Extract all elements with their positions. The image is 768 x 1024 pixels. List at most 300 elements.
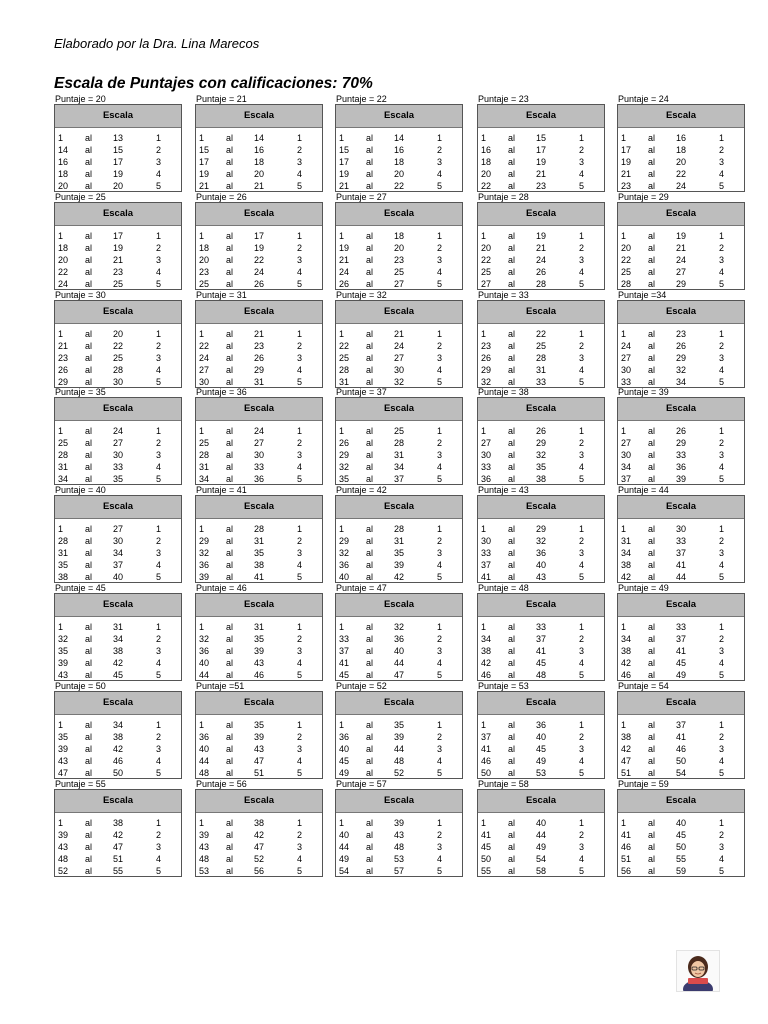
range-connector: al [226,866,234,876]
table-row [478,242,604,254]
range-connector: al [85,646,93,656]
grade-value: 2 [719,438,725,448]
table-row [55,473,181,485]
range-from: 24 [58,279,69,289]
grade-value: 3 [579,842,585,852]
range-connector: al [366,426,374,436]
scale-header: Escala [196,790,322,813]
grade-value: 3 [156,255,162,265]
scale-table [195,691,323,779]
range-from: 36 [339,732,350,742]
table-row [618,547,744,559]
range-to: 41 [536,646,547,656]
range-to: 21 [254,181,265,191]
puntaje-label: Puntaje = 50 [55,681,106,691]
range-from: 1 [58,622,64,632]
range-connector: al [226,536,234,546]
range-to: 45 [536,658,547,668]
range-from: 44 [199,670,210,680]
range-from: 19 [339,243,350,253]
range-connector: al [85,377,93,387]
range-connector: al [226,854,234,864]
range-to: 53 [394,854,405,864]
range-to: 25 [113,279,124,289]
range-to: 20 [254,169,265,179]
table-row [618,571,744,583]
table-row [336,657,462,669]
range-from: 56 [621,866,632,876]
grade-value: 5 [297,377,303,387]
range-connector: al [508,450,516,460]
range-to: 27 [394,353,405,363]
range-to: 19 [254,243,265,253]
table-row [336,168,462,180]
grade-value: 1 [579,622,585,632]
range-to: 42 [394,572,405,582]
range-connector: al [85,818,93,828]
scale-header: Escala [196,301,322,324]
grade-value: 5 [719,670,725,680]
range-connector: al [226,145,234,155]
range-from: 30 [621,365,632,375]
range-from: 35 [58,646,69,656]
range-from: 1 [339,720,345,730]
range-from: 28 [621,279,632,289]
grade-value: 2 [156,536,162,546]
table-row [336,719,462,731]
range-connector: al [226,438,234,448]
table-row [478,266,604,278]
table-row [336,340,462,352]
range-from: 22 [199,341,210,351]
range-to: 24 [676,181,687,191]
range-connector: al [226,572,234,582]
range-from: 27 [481,438,492,448]
grade-value: 5 [719,768,725,778]
range-from: 46 [621,670,632,680]
puntaje-label: Puntaje =51 [196,681,245,691]
range-to: 44 [394,744,405,754]
range-connector: al [508,133,516,143]
grade-value: 4 [579,756,585,766]
range-from: 31 [58,548,69,558]
range-from: 28 [58,450,69,460]
range-connector: al [648,572,656,582]
grade-value: 5 [719,866,725,876]
range-from: 21 [621,169,632,179]
scale-table [335,300,463,388]
scale-header: Escala [478,496,604,519]
table-row [618,731,744,743]
table-row [478,719,604,731]
range-from: 25 [621,267,632,277]
range-to: 33 [113,462,124,472]
range-connector: al [85,329,93,339]
grade-value: 5 [297,474,303,484]
range-connector: al [648,548,656,558]
range-connector: al [226,377,234,387]
range-connector: al [508,377,516,387]
table-row [618,523,744,535]
grade-value: 2 [437,732,443,742]
range-connector: al [226,267,234,277]
range-to: 43 [394,830,405,840]
range-connector: al [366,353,374,363]
grade-value: 5 [156,181,162,191]
range-connector: al [85,524,93,534]
range-from: 31 [199,462,210,472]
grade-value: 1 [297,622,303,632]
table-row [618,144,744,156]
grade-value: 1 [437,622,443,632]
table-row [336,156,462,168]
range-connector: al [85,474,93,484]
range-from: 17 [199,157,210,167]
range-from: 53 [199,866,210,876]
grade-value: 1 [297,329,303,339]
table-row [478,425,604,437]
table-row [196,254,322,266]
range-from: 15 [339,145,350,155]
puntaje-label: Puntaje = 35 [55,387,106,397]
grade-value: 5 [719,377,725,387]
range-to: 36 [536,720,547,730]
range-to: 39 [676,474,687,484]
range-from: 22 [339,341,350,351]
range-to: 33 [676,450,687,460]
grade-value: 4 [156,560,162,570]
range-connector: al [648,329,656,339]
range-from: 21 [58,341,69,351]
grade-value: 5 [156,377,162,387]
scale-header: Escala [196,398,322,421]
range-from: 1 [199,329,205,339]
range-connector: al [226,560,234,570]
table-row [336,731,462,743]
range-from: 1 [481,133,487,143]
grade-value: 1 [156,231,162,241]
range-to: 46 [254,670,265,680]
grade-value: 2 [156,145,162,155]
range-connector: al [508,231,516,241]
scale-table [335,593,463,681]
table-row [196,719,322,731]
range-from: 1 [621,133,627,143]
range-from: 22 [481,255,492,265]
range-from: 1 [621,231,627,241]
puntaje-label: Puntaje = 38 [478,387,529,397]
range-connector: al [226,548,234,558]
range-connector: al [366,133,374,143]
range-from: 1 [621,622,627,632]
range-connector: al [508,181,516,191]
scale-table [477,789,605,877]
range-from: 30 [481,536,492,546]
range-to: 31 [113,622,124,632]
range-from: 1 [621,818,627,828]
table-row [55,132,181,144]
range-connector: al [85,157,93,167]
range-to: 41 [676,560,687,570]
range-from: 28 [58,536,69,546]
grade-value: 3 [579,157,585,167]
grade-value: 3 [579,548,585,558]
range-from: 28 [199,450,210,460]
table-row [478,559,604,571]
range-to: 33 [536,622,547,632]
range-connector: al [366,560,374,570]
table-row [196,731,322,743]
range-to: 18 [394,231,405,241]
range-to: 32 [536,536,547,546]
range-to: 58 [536,866,547,876]
range-from: 1 [481,329,487,339]
table-row [196,266,322,278]
puntaje-label: Puntaje = 46 [196,583,247,593]
range-to: 29 [676,279,687,289]
range-from: 32 [481,377,492,387]
grade-value: 1 [437,426,443,436]
range-to: 26 [536,267,547,277]
range-to: 36 [676,462,687,472]
table-row [336,425,462,437]
range-to: 59 [676,866,687,876]
table-row [478,645,604,657]
table-row [618,669,744,681]
table-row [618,340,744,352]
puntaje-label: Puntaje = 21 [196,94,247,104]
table-row [55,242,181,254]
range-from: 1 [339,329,345,339]
puntaje-label: Puntaje = 30 [55,290,106,300]
puntaje-label: Puntaje = 57 [336,779,387,789]
scale-table [335,691,463,779]
table-row [55,669,181,681]
range-connector: al [366,732,374,742]
range-from: 26 [481,353,492,363]
range-connector: al [648,854,656,864]
table-row [55,657,181,669]
table-row [336,132,462,144]
table-row [55,841,181,853]
scale-table [477,691,605,779]
range-from: 42 [621,658,632,668]
range-from: 45 [339,670,350,680]
range-connector: al [366,658,374,668]
range-from: 37 [621,474,632,484]
range-to: 34 [113,548,124,558]
table-row [55,731,181,743]
range-from: 1 [621,524,627,534]
range-from: 46 [481,756,492,766]
grade-value: 2 [297,438,303,448]
range-connector: al [85,768,93,778]
grade-value: 1 [297,231,303,241]
grade-value: 5 [156,572,162,582]
puntaje-label: Puntaje = 32 [336,290,387,300]
table-row [478,168,604,180]
range-connector: al [648,255,656,265]
puntaje-label: Puntaje = 41 [196,485,247,495]
table-row [55,437,181,449]
grade-value: 4 [579,854,585,864]
range-connector: al [366,365,374,375]
teacher-avatar-icon [676,950,720,992]
range-from: 31 [339,377,350,387]
scale-header: Escala [478,692,604,715]
range-connector: al [648,462,656,472]
grade-value: 4 [297,267,303,277]
scale-table [335,104,463,192]
grade-value: 1 [437,231,443,241]
range-from: 1 [339,524,345,534]
puntaje-label: Puntaje = 59 [618,779,669,789]
scale-table [195,789,323,877]
table-row [478,254,604,266]
range-connector: al [85,536,93,546]
range-connector: al [508,524,516,534]
table-row [336,328,462,340]
range-connector: al [508,622,516,632]
range-connector: al [366,548,374,558]
range-to: 47 [394,670,405,680]
range-from: 42 [621,572,632,582]
range-connector: al [648,365,656,375]
grade-value: 4 [437,365,443,375]
range-to: 26 [254,279,265,289]
range-from: 42 [481,658,492,668]
range-connector: al [85,830,93,840]
range-connector: al [648,169,656,179]
range-from: 1 [481,426,487,436]
table-row [618,621,744,633]
range-from: 20 [58,181,69,191]
table-row [618,743,744,755]
grade-value: 1 [719,720,725,730]
table-row [55,829,181,841]
grade-value: 3 [156,744,162,754]
range-from: 1 [481,524,487,534]
scale-header: Escala [196,496,322,519]
grade-value: 2 [156,830,162,840]
grade-value: 2 [579,341,585,351]
range-to: 47 [254,756,265,766]
range-from: 1 [199,426,205,436]
grade-value: 3 [579,450,585,460]
scale-header: Escala [618,398,744,421]
range-to: 51 [254,768,265,778]
grade-value: 5 [156,768,162,778]
grade-value: 3 [156,450,162,460]
scale-header: Escala [336,496,462,519]
scale-table [54,104,182,192]
scale-table [617,789,745,877]
table-row [618,425,744,437]
range-from: 48 [58,854,69,864]
grade-value: 4 [156,658,162,668]
range-connector: al [226,744,234,754]
table-row [478,669,604,681]
grade-value: 5 [719,279,725,289]
grade-value: 4 [156,267,162,277]
range-connector: al [226,365,234,375]
grade-value: 2 [297,145,303,155]
range-from: 47 [58,768,69,778]
range-from: 26 [58,365,69,375]
range-to: 50 [113,768,124,778]
grade-value: 4 [297,365,303,375]
table-row [478,364,604,376]
range-connector: al [85,634,93,644]
range-to: 33 [676,622,687,632]
grade-value: 4 [297,560,303,570]
range-to: 56 [254,866,265,876]
range-to: 45 [676,830,687,840]
range-to: 16 [254,145,265,155]
range-connector: al [85,720,93,730]
range-connector: al [366,670,374,680]
range-from: 33 [621,377,632,387]
range-connector: al [85,756,93,766]
scale-header: Escala [55,301,181,324]
range-to: 35 [254,548,265,558]
grade-value: 5 [437,866,443,876]
range-to: 17 [113,157,124,167]
table-row [196,547,322,559]
range-to: 24 [113,426,124,436]
range-to: 27 [113,438,124,448]
range-connector: al [85,438,93,448]
table-row [196,242,322,254]
range-from: 39 [58,830,69,840]
range-from: 14 [58,145,69,155]
table-row [618,254,744,266]
scale-header: Escala [55,692,181,715]
scale-table [54,300,182,388]
range-from: 41 [481,744,492,754]
range-to: 23 [394,255,405,265]
table-row [478,755,604,767]
range-from: 1 [199,524,205,534]
range-to: 14 [254,133,265,143]
range-from: 26 [339,279,350,289]
scale-table [617,104,745,192]
range-connector: al [226,818,234,828]
table-row [478,449,604,461]
range-to: 21 [676,243,687,253]
table-row [478,340,604,352]
grade-value: 4 [437,854,443,864]
table-row [336,669,462,681]
range-from: 33 [481,462,492,472]
grade-value: 2 [297,634,303,644]
range-to: 30 [394,365,405,375]
range-from: 29 [199,536,210,546]
range-to: 44 [394,658,405,668]
range-to: 49 [536,842,547,852]
range-from: 32 [58,634,69,644]
range-connector: al [508,572,516,582]
grade-value: 3 [719,255,725,265]
table-row [55,461,181,473]
table-row [336,755,462,767]
range-to: 37 [536,634,547,644]
range-to: 54 [536,854,547,864]
grade-value: 3 [297,842,303,852]
grade-value: 1 [719,524,725,534]
range-to: 24 [254,426,265,436]
table-row [196,425,322,437]
